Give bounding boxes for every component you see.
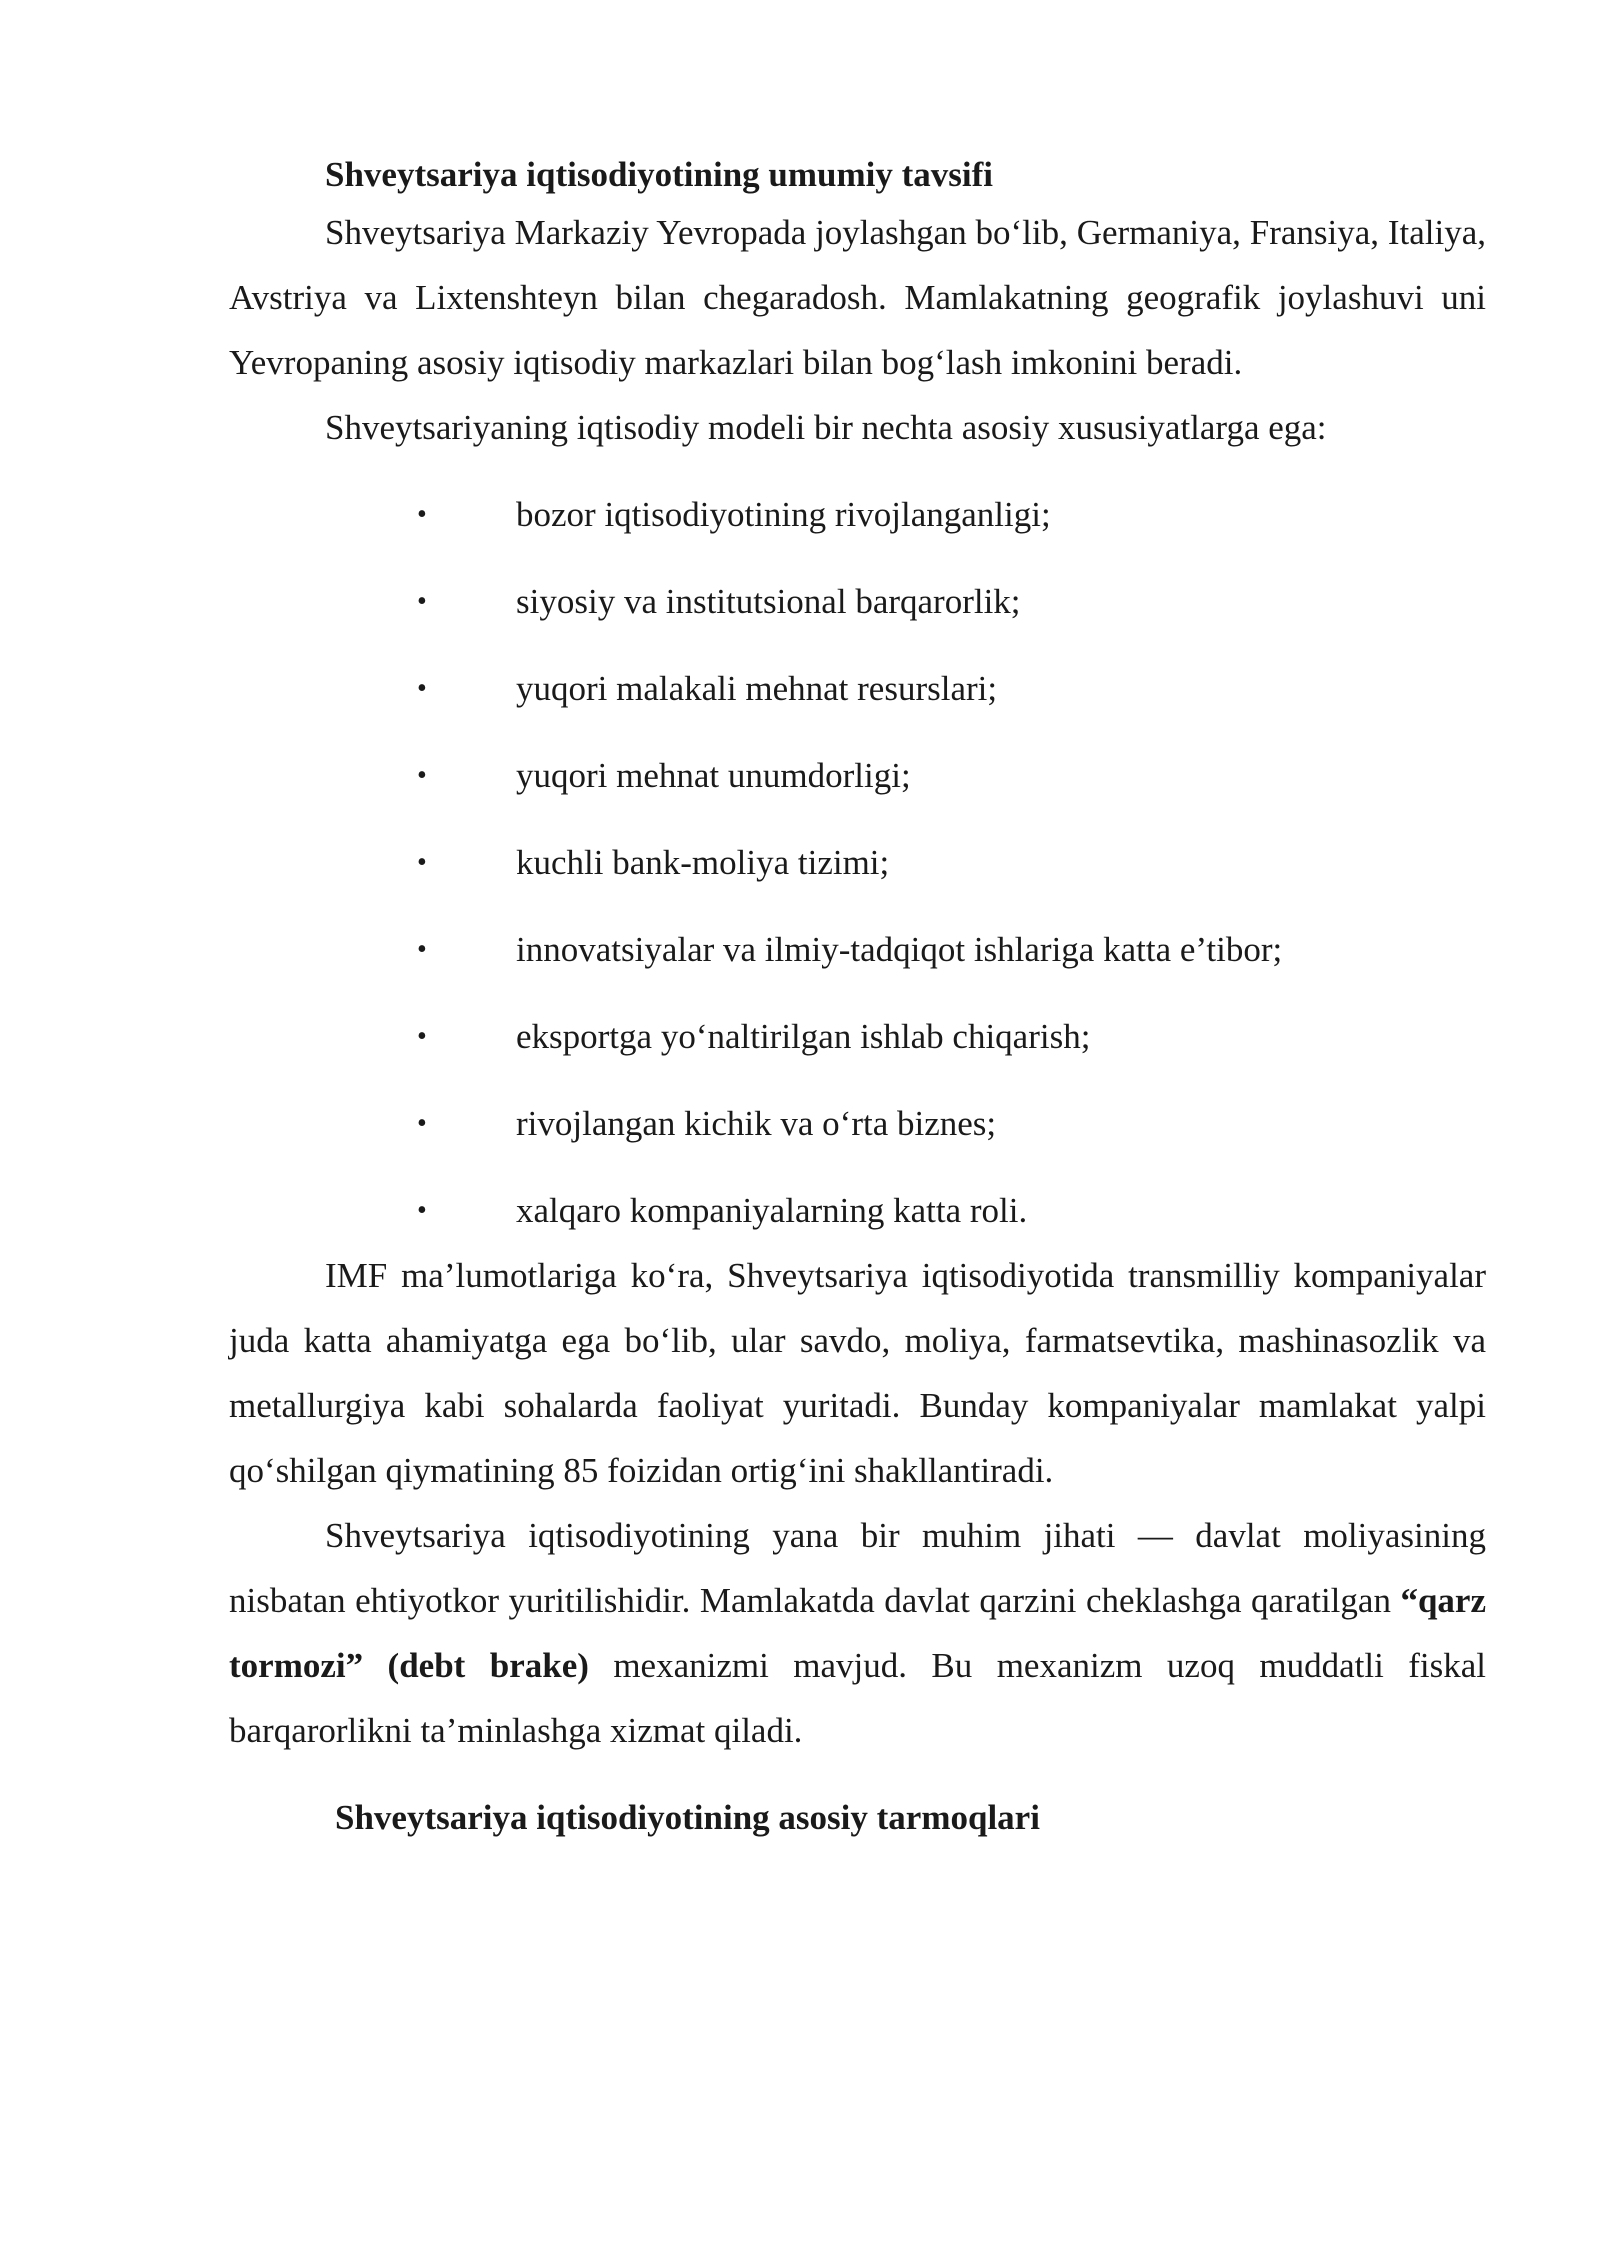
list-item: [229, 917, 1486, 982]
list-item-text: eksportga yo‘naltirilgan ishlab chiqarish;: [516, 1017, 1091, 1056]
document-page: [229, 150, 1486, 1850]
list-item-text: innovatsiyalar va ilmiy-tadqiqot ishlariga katta e’tibor;: [516, 930, 1283, 969]
paragraph-text: mexanizmi mavjud. Bu mexanizm uzoq muddatli fiskal barqarorlikni ta’minlashga xizmat qiladi.: [229, 1646, 1486, 1750]
list-item: [229, 569, 1486, 634]
list-item: [229, 1178, 1486, 1243]
list-item-text: bozor iqtisodiyotining rivojlanganligi;: [516, 495, 1051, 534]
list-item: [229, 1091, 1486, 1156]
paragraph-economic-model: Shveytsariyaning iqtisodiy modeli bir nechta asosiy xususiyatlarga ega:: [325, 408, 1327, 447]
bullet-icon: •: [417, 673, 427, 704]
paragraph-text: Shveytsariya iqtisodiyotining yana bir muhim jihati — davlat moliyasining nisbatan ehtiyotkor yuritilishidir. Mamlakatda davlat qarzini cheklashga qaratilgan: [229, 1516, 1486, 1620]
list-item-text: yuqori malakali mehnat resurslari;: [516, 669, 998, 708]
list-item: [229, 1004, 1486, 1069]
section-subtitle: Shveytsariya iqtisodiyotining asosiy tarmoqlari: [335, 1798, 1040, 1837]
list-item-text: xalqaro kompaniyalarning katta roli.: [516, 1191, 1028, 1230]
list-item-text: yuqori mehnat unumdorligi;: [516, 756, 911, 795]
debt-brake-term: “qarz tormozi” (debt brake): [229, 1581, 1486, 1685]
bullet-icon: •: [417, 1021, 427, 1052]
section-title: Shveytsariya iqtisodiyotining umumiy tavsifi: [325, 155, 994, 194]
paragraph-imf: IMF ma’lumotlariga ko‘ra, Shveytsariya iqtisodiyotida transmilliy kompaniyalar juda katta ahamiyatga ega bo‘lib, ular savdo, moliya, farmatsevtika, mashinasozlik va metallurgiya kabi sohalarda faoliyat yuritadi. Bunday kompaniyalar mamlakat yalpi qo‘shilgan qiymatining 85 foizidan ortig‘ini shakllantiradi.: [229, 1256, 1486, 1490]
bullet-icon: •: [417, 934, 427, 965]
bullet-icon: •: [417, 586, 427, 617]
list-item-text: kuchli bank-moliya tizimi;: [516, 843, 890, 882]
list-item: [229, 830, 1486, 895]
list-item-text: rivojlangan kichik va o‘rta biznes;: [516, 1104, 997, 1143]
paragraph-debt-brake: [229, 1503, 1486, 1763]
features-list: [229, 482, 1486, 1243]
paragraph-geography: Shveytsariya Markaziy Yevropada joylashgan bo‘lib, Germaniya, Fransiya, Italiya, Avstriya va Lixtenshteyn bilan chegaradosh. Mamlakatning geografik joylashuvi uni Yevropaning asosiy iqtisodiy markazlari bilan bog‘lash imkonini beradi.: [229, 213, 1486, 382]
bullet-icon: •: [417, 760, 427, 791]
bullet-icon: •: [417, 847, 427, 878]
list-item: [229, 656, 1486, 721]
list-item: [229, 482, 1486, 547]
bullet-icon: •: [417, 1195, 427, 1226]
bullet-icon: •: [417, 499, 427, 530]
bullet-icon: •: [417, 1108, 427, 1139]
list-item-text: siyosiy va institutsional barqarorlik;: [516, 582, 1021, 621]
list-item: [229, 743, 1486, 808]
